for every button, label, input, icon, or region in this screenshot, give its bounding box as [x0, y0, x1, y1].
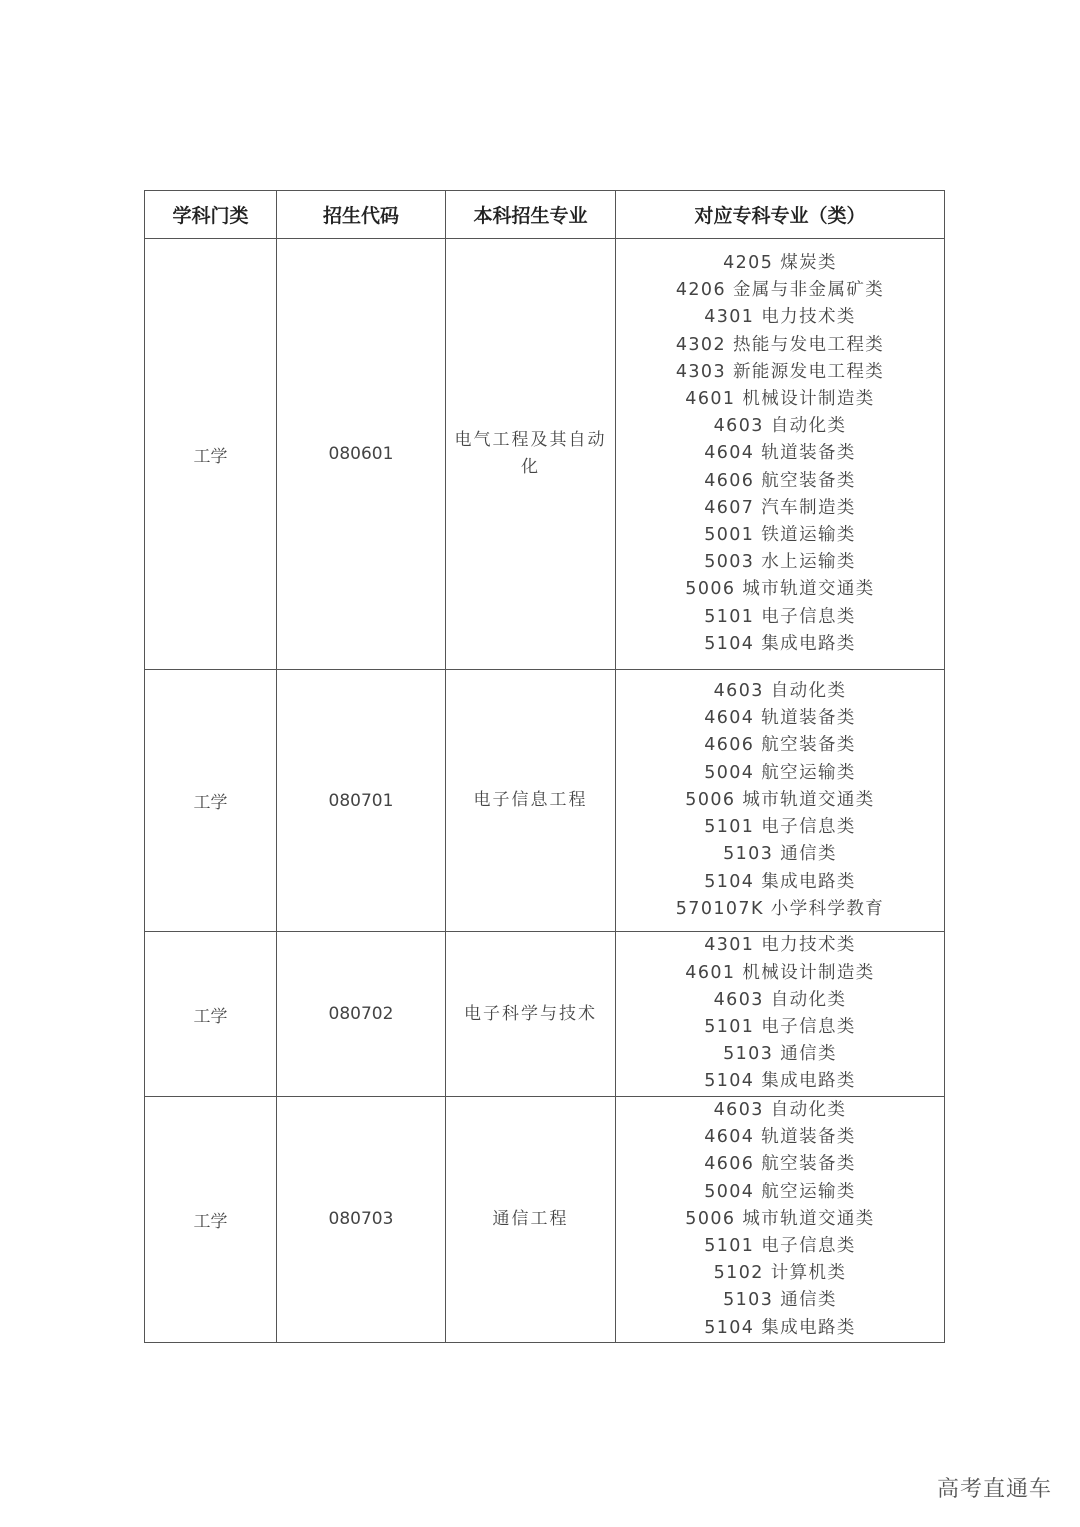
- source-watermark: 高考直通车: [936, 1477, 1052, 1502]
- list-item: 4301 电力技术类: [704, 935, 856, 956]
- table-row: [145, 932, 945, 1097]
- related-majors-cell: [616, 932, 945, 1097]
- list-item: 5004 航空运输类: [704, 762, 856, 783]
- discipline-cell: 工学: [145, 670, 277, 932]
- list-item: 4606 航空装备类: [704, 1154, 856, 1175]
- undergraduate-major-cell: 电子信息工程: [446, 670, 616, 932]
- list-item: 4603 自动化类: [713, 681, 847, 702]
- list-item: 4302 热能与发电工程类: [675, 334, 885, 355]
- list-item: 4601 机械设计制造类: [685, 388, 875, 409]
- undergraduate-major-cell: 通信工程: [446, 1097, 616, 1343]
- related-majors-list: [616, 1097, 944, 1342]
- list-item: 4301 电力技术类: [704, 307, 856, 328]
- table-header-row: [145, 191, 945, 239]
- list-item: 5104 集成电路类: [704, 633, 856, 654]
- list-item: 4607 汽车制造类: [704, 497, 856, 518]
- related-majors-cell: [616, 239, 945, 670]
- list-item: 5102 计算机类: [713, 1263, 847, 1284]
- list-item: 570107K 小学科学教育: [675, 898, 885, 919]
- list-item: 5101 电子信息类: [704, 606, 856, 627]
- header-discipline: 学科门类: [145, 191, 277, 239]
- majors-table: [144, 190, 945, 1343]
- list-item: 4603 自动化类: [713, 989, 847, 1010]
- list-item: 5104 集成电路类: [704, 1317, 856, 1338]
- list-item: 5104 集成电路类: [704, 871, 856, 892]
- list-item: 5006 城市轨道交通类: [685, 579, 875, 600]
- header-admission-code: 招生代码: [277, 191, 446, 239]
- discipline-cell: 工学: [145, 932, 277, 1097]
- list-item: 4606 航空装备类: [704, 470, 856, 491]
- list-item: 4603 自动化类: [713, 416, 847, 437]
- discipline-cell: 工学: [145, 239, 277, 670]
- list-item: 5103 通信类: [723, 1044, 837, 1065]
- list-item: 4604 轨道装备类: [704, 708, 856, 729]
- table-row: [145, 1097, 945, 1343]
- related-majors-list: [616, 678, 944, 923]
- related-majors-cell: [616, 1097, 945, 1343]
- list-item: 5103 通信类: [723, 844, 837, 865]
- list-item: 4206 金属与非金属矿类: [675, 280, 885, 301]
- list-item: 5006 城市轨道交通类: [685, 789, 875, 810]
- discipline-cell: 工学: [145, 1097, 277, 1343]
- list-item: 4606 航空装备类: [704, 735, 856, 756]
- admission-code-cell: 080702: [277, 932, 446, 1097]
- list-item: 4601 机械设计制造类: [685, 962, 875, 983]
- related-majors-cell: [616, 670, 945, 932]
- related-majors-list: [616, 250, 944, 658]
- list-item: 4205 煤炭类: [723, 252, 837, 273]
- undergraduate-major-cell: 电子科学与技术: [446, 932, 616, 1097]
- list-item: 4604 轨道装备类: [704, 443, 856, 464]
- list-item: 4604 轨道装备类: [704, 1127, 856, 1148]
- list-item: 5103 通信类: [723, 1290, 837, 1311]
- list-item: 4603 自动化类: [713, 1100, 847, 1120]
- header-undergraduate-major: 本科招生专业: [446, 191, 616, 239]
- list-item: 5003 水上运输类: [704, 552, 856, 573]
- list-item: 5104 集成电路类: [704, 1071, 856, 1092]
- list-item: 4303 新能源发电工程类: [675, 361, 885, 382]
- list-item: 5004 航空运输类: [704, 1181, 856, 1202]
- related-majors-list: [616, 932, 944, 1095]
- table-row: [145, 670, 945, 932]
- majors-table-container: [144, 190, 944, 1343]
- list-item: 5101 电子信息类: [704, 1236, 856, 1257]
- admission-code-cell: 080601: [277, 239, 446, 670]
- list-item: 5001 铁道运输类: [704, 525, 856, 545]
- admission-code-cell: 080703: [277, 1097, 446, 1343]
- undergraduate-major-cell: 电气工程及其自动化: [446, 239, 616, 670]
- list-item: 5101 电子信息类: [704, 1017, 856, 1037]
- admission-code-cell: 080701: [277, 670, 446, 932]
- table-row: [145, 239, 945, 670]
- list-item: 5006 城市轨道交通类: [685, 1208, 875, 1229]
- list-item: 5101 电子信息类: [704, 817, 856, 838]
- header-related-junior-majors: 对应专科专业（类）: [616, 191, 945, 239]
